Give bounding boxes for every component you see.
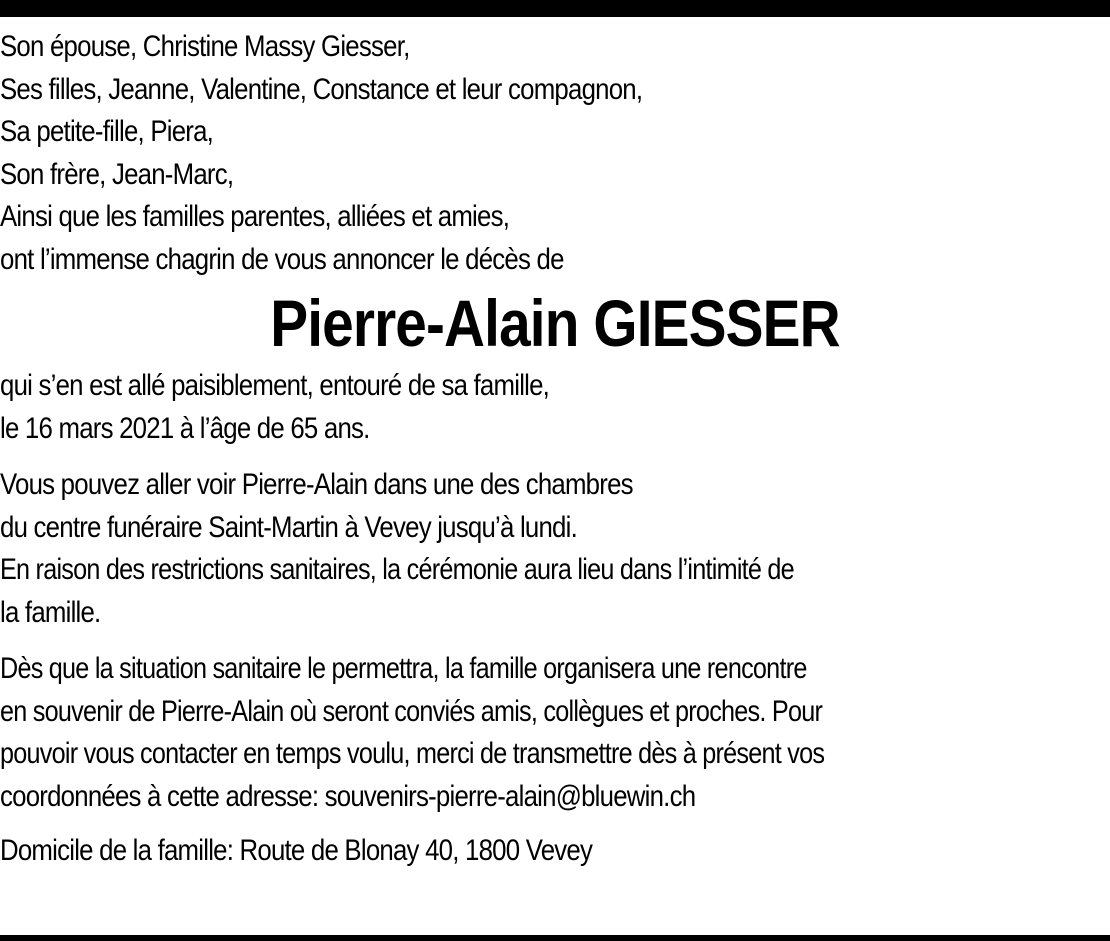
viewing-line-2: du centre funéraire Saint-Martin à Vevey jusqu’à lundi. <box>0 510 577 544</box>
viewing-paragraph <box>0 464 1110 634</box>
viewing-line-1: Vous pouvez aller voir Pierre-Alain dans une des chambres <box>0 468 633 501</box>
top-border-rule <box>0 0 1110 17</box>
deceased-name: Pierre-Alain GIESSER <box>270 286 840 360</box>
family-residence: Domicile de la famille: Route de Blonay 40, 1800 Vevey <box>0 834 593 867</box>
paragraph-spacer <box>0 634 1110 648</box>
bottom-border-rule <box>0 935 1110 941</box>
memorial-line-1: Dès que la situation sanitaire le permettra, la famille organisera une rencontre <box>0 652 807 685</box>
viewing-line-3: En raison des restrictions sanitaires, la cérémonie aura lieu dans l’intimité de <box>0 553 794 586</box>
memorial-paragraph <box>0 648 1110 818</box>
obituary-notice <box>0 26 1110 873</box>
memorial-line-3: pouvoir vous contacter en temps voulu, merci de transmettre dès à présent vos <box>0 737 825 770</box>
viewing-line-4: la famille. <box>0 595 101 629</box>
memorial-line-2: en souvenir de Pierre-Alain où seront conviés amis, collègues et proches. Pour <box>0 694 823 728</box>
paragraph-spacer <box>0 450 1110 464</box>
passing-line-date: le 16 mars 2021 à l’âge de 65 ans. <box>0 411 370 445</box>
family-line-spouse: Son épouse, Christine Massy Giesser, <box>0 30 410 63</box>
memorial-line-contact-email: coordonnées à cette adresse: souvenirs-pierre-alain@bluewin.ch <box>0 779 696 813</box>
family-line-relatives: Ainsi que les familles parentes, alliées et amies, <box>0 200 510 233</box>
family-announcement <box>0 26 1110 281</box>
passing-line-peaceful: qui s’en est allé paisiblement, entouré de sa famille, <box>0 369 550 402</box>
family-line-daughters: Ses filles, Jeanne, Valentine, Constance et leur compagnon, <box>0 72 643 106</box>
family-line-granddaughter: Sa petite-fille, Piera, <box>0 115 214 148</box>
paragraph-spacer <box>0 818 1110 830</box>
family-line-brother: Son frère, Jean-Marc, <box>0 157 234 191</box>
family-line-announcement: ont l’immense chagrin de vous annoncer le décès de <box>0 242 564 276</box>
passing-details <box>0 365 1110 450</box>
